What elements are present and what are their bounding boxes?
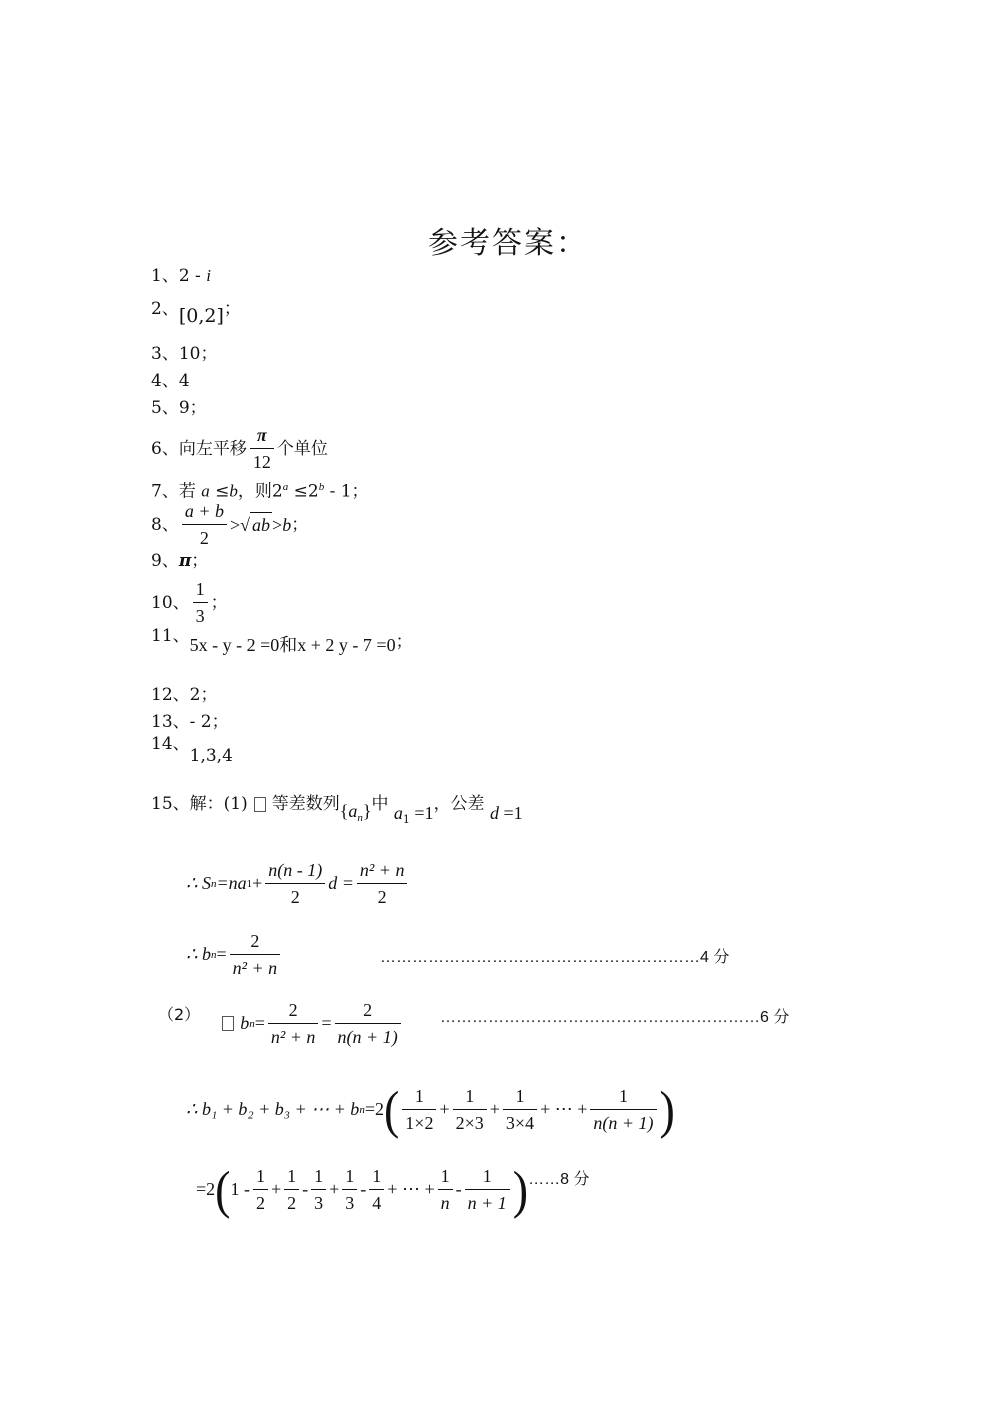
brace-close: }	[362, 801, 372, 821]
denominator: n(n + 1)	[593, 1113, 654, 1133]
answer-label: 5、	[151, 398, 179, 418]
answer-label: 10、	[151, 592, 190, 613]
denominator: n(n + 1)	[337, 1027, 398, 1047]
box-glyph-icon	[222, 1016, 234, 1031]
zhong: 中	[371, 794, 389, 814]
sum-b-line	[186, 1079, 675, 1139]
numerator: 2	[250, 931, 260, 951]
b-formula-line	[186, 928, 283, 981]
numerator: 1	[314, 1166, 324, 1186]
answer-label: 2、	[151, 299, 179, 319]
exp-a: a	[282, 481, 289, 493]
answer-10	[151, 576, 228, 629]
s-eq: =na	[216, 873, 247, 893]
fraction	[503, 1083, 537, 1136]
denominator: 3	[314, 1193, 324, 1213]
plus: +	[439, 1099, 450, 1119]
denominator: 3×4	[505, 1113, 535, 1133]
answer-mid: ，则	[237, 481, 272, 502]
sign: -	[455, 1179, 462, 1199]
a-1-sub: 1	[402, 813, 410, 827]
answer-pre: 若	[178, 481, 196, 502]
fraction	[265, 857, 325, 910]
numerator: n(n - 1)	[268, 860, 323, 880]
var-a: a	[201, 481, 210, 501]
s-pre: ∴ S	[186, 873, 211, 893]
paren-right: )	[512, 1159, 529, 1219]
brace-open: {	[339, 801, 349, 821]
var-b: b	[282, 514, 292, 535]
s-sub2: 1	[246, 877, 253, 890]
fraction	[253, 1163, 268, 1216]
fraction	[335, 997, 401, 1050]
var-b: b	[229, 481, 238, 501]
denominator: n² + n	[232, 958, 278, 978]
sum-eq: =2	[364, 1099, 384, 1119]
part2-line	[158, 997, 404, 1050]
le-sign: ≤	[209, 481, 230, 502]
answer-label: 8、	[151, 514, 179, 535]
q15-header	[151, 791, 523, 827]
a-n-sub: n	[357, 812, 363, 825]
answer-6	[151, 422, 328, 475]
p2-sub: n	[249, 1017, 255, 1030]
answer-text: - 2；	[189, 712, 229, 732]
fraction	[193, 576, 208, 629]
s-d: d =	[328, 873, 354, 893]
sqrt-content: ab	[250, 512, 272, 537]
numerator: 2	[363, 1000, 373, 1020]
box-glyph-icon	[254, 797, 266, 812]
answer-11	[151, 626, 413, 658]
answer-3	[151, 342, 217, 366]
fraction	[230, 928, 281, 981]
numerator: 1	[195, 579, 205, 599]
numerator: 1	[255, 1166, 265, 1186]
score-4: ……………………………………………………4 分	[380, 949, 730, 966]
numerator: 1	[372, 1166, 382, 1186]
q15-text: 等差数列	[271, 794, 340, 814]
sum-formula-line	[186, 857, 410, 910]
p2-pre: b	[240, 1013, 250, 1033]
answer-text: [0,2]	[178, 305, 224, 327]
denominator: 4	[372, 1193, 382, 1213]
numerator: π	[256, 425, 267, 445]
a-n: a	[348, 801, 358, 821]
score-8: ……8 分	[528, 1171, 590, 1188]
score-6: ……………………………………………………6 分	[440, 1009, 790, 1026]
numerator: 1	[515, 1086, 525, 1106]
le-two: ≤2	[288, 481, 319, 502]
answer-label: 14、	[151, 734, 190, 754]
numerator: 1	[618, 1086, 628, 1106]
fraction	[465, 1163, 510, 1216]
s-plus: +	[252, 873, 263, 893]
answer-tail: ；	[210, 592, 228, 613]
answer-9	[151, 549, 208, 573]
fraction	[453, 1083, 487, 1136]
q15-label: 15、解：(1)	[151, 794, 248, 814]
answer-text: 5x - y - 2 =0和x + 2 y - 7 =0	[189, 635, 396, 655]
p2-eq2: =	[321, 1013, 332, 1033]
answer-var: i	[206, 266, 211, 285]
numerator: 1	[287, 1166, 297, 1186]
telescope-line	[196, 1159, 590, 1219]
sign: +	[329, 1179, 340, 1199]
answer-text: π	[178, 551, 192, 571]
b-pre: ∴ b	[186, 944, 211, 964]
answer-label: 13、	[151, 712, 190, 732]
exp-b: b	[318, 481, 325, 493]
answer-tail: ；	[191, 551, 209, 571]
answer-12	[151, 683, 217, 707]
answer-text: 9；	[178, 398, 207, 418]
sign: +	[270, 1179, 282, 1199]
denominator: n² + n	[270, 1027, 316, 1047]
answer-14	[151, 734, 233, 766]
denominator: 3	[345, 1193, 355, 1213]
numerator: a + b	[184, 501, 224, 521]
b-sub: n	[210, 948, 217, 961]
answer-post: ；	[291, 514, 309, 535]
gt-sign: >	[229, 514, 241, 535]
p2-eq: =	[254, 1013, 265, 1033]
answer-text: 1,3,4	[189, 746, 233, 766]
denominator: 12	[252, 452, 271, 472]
fraction	[182, 498, 227, 551]
tele-eq: =2	[196, 1179, 216, 1199]
numerator: 1	[465, 1086, 475, 1106]
denominator: n + 1	[467, 1193, 507, 1213]
paren-right: )	[659, 1079, 675, 1139]
answer-text: 2 -	[178, 266, 207, 286]
sum-sub: n	[359, 1103, 365, 1116]
sign: -	[360, 1179, 367, 1199]
denominator: 3	[195, 606, 205, 626]
b-eq: =	[216, 944, 227, 964]
answer-1	[151, 264, 211, 288]
denominator: 1×2	[405, 1113, 434, 1133]
answer-8	[151, 498, 308, 551]
part2-label: （2）	[158, 1005, 201, 1024]
plus: +	[489, 1099, 500, 1119]
answer-2	[151, 296, 241, 327]
paren-left: (	[215, 1159, 231, 1219]
sum-pre: ∴ b₁ + b₂ + b₃ + ⋯ + b	[186, 1099, 360, 1119]
sign: + ⋯ +	[387, 1179, 435, 1199]
answer-label: 7、	[151, 481, 179, 502]
answer-13	[151, 710, 229, 734]
numerator: 1	[482, 1166, 492, 1186]
denominator: 2	[287, 1193, 297, 1213]
var-d: d	[489, 803, 499, 823]
s-sub: n	[210, 877, 217, 890]
answer-pre: 向左平移	[178, 438, 247, 459]
fraction	[311, 1163, 326, 1216]
answer-label: 3、	[151, 344, 179, 364]
answer-tail: ；	[395, 632, 413, 652]
answer-label: 6、	[151, 438, 179, 459]
gt-sign-2: >	[272, 514, 283, 535]
fraction	[402, 1083, 436, 1136]
fraction	[590, 1083, 656, 1136]
paren-left: (	[383, 1079, 400, 1139]
fraction	[357, 857, 408, 910]
fraction	[438, 1163, 453, 1216]
denominator: 2	[377, 887, 387, 907]
fraction	[268, 997, 319, 1050]
answer-label: 11、	[151, 626, 190, 646]
answer-label: 12、	[151, 685, 190, 705]
fraction	[369, 1163, 384, 1216]
answer-label: 4、	[151, 371, 179, 391]
fraction	[342, 1163, 357, 1216]
answer-tail: ；	[223, 299, 241, 319]
base-two: 2	[271, 481, 283, 502]
sqrt-sign: √	[240, 514, 251, 535]
page-title: 参考答案：	[428, 226, 588, 261]
numerator: 1	[345, 1166, 355, 1186]
answer-5	[151, 396, 207, 420]
numerator: 2	[288, 1000, 298, 1020]
numerator: 1	[440, 1166, 450, 1186]
comma-gongcha: ，公差	[433, 794, 485, 814]
eq-1: =1	[409, 803, 434, 823]
answer-post: 个单位	[276, 438, 328, 459]
denominator: n	[440, 1193, 450, 1213]
answer-post: - 1；	[324, 481, 369, 502]
answer-4	[151, 369, 190, 393]
answer-text: 10；	[178, 344, 218, 364]
answer-text: 4	[178, 371, 190, 391]
numerator: 1	[414, 1086, 424, 1106]
ellipsis-plus: + ⋯ +	[540, 1099, 588, 1119]
numerator: n² + n	[359, 860, 405, 880]
answer-label: 1、	[151, 266, 179, 286]
fraction	[284, 1163, 299, 1216]
denominator: 2	[255, 1193, 265, 1213]
sign: -	[302, 1179, 309, 1199]
tele-one: 1 -	[230, 1179, 250, 1199]
fraction	[250, 422, 274, 475]
denominator: 2	[199, 528, 209, 548]
a-1: a	[393, 803, 403, 823]
denominator: 2×3	[455, 1113, 484, 1133]
denominator: 2	[290, 887, 300, 907]
answer-text: 2；	[189, 685, 218, 705]
answer-label: 9、	[151, 551, 179, 571]
eq-2: =1	[498, 803, 523, 823]
